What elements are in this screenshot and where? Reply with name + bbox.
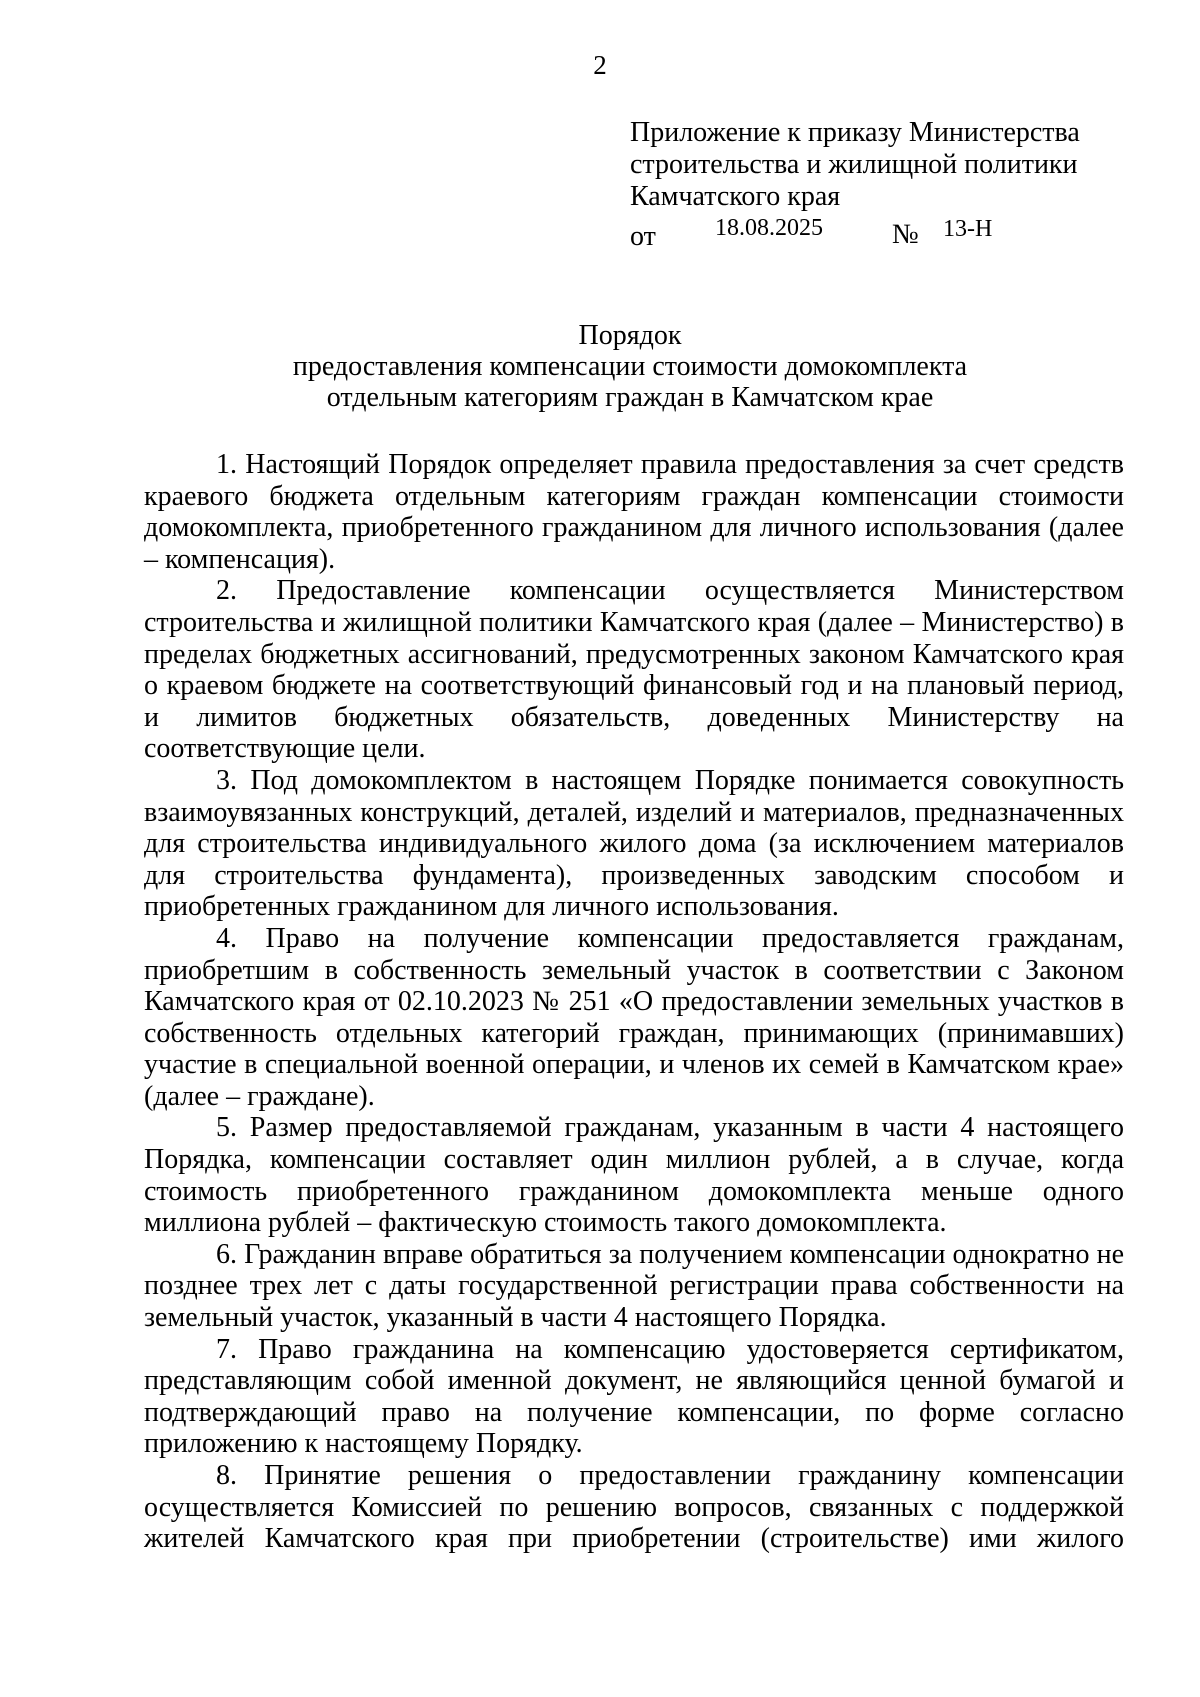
- document-title: [0, 320, 1200, 413]
- page-number: 2: [593, 50, 607, 80]
- appendix-header: [630, 117, 1150, 252]
- number-sign: №: [892, 219, 919, 250]
- paragraph-7: 7. Право гражданина на компенсацию удостоверяется сертификатом, представляющим собой именной документ, не являющийся ценной бумагой и подтверждающий право на получение компенсации, по форме согласно приложению к настоящему Порядку.: [144, 1333, 1124, 1460]
- title-line-3: отдельным категориям граждан в Камчатском крае: [326, 382, 934, 413]
- paragraph-5: 5. Размер предоставляемой гражданам, указанным в части 4 настоящего Порядка, компенсации составляет один миллион рублей, а в случае, когда стоимость приобретенного гражданином домокомплекта меньше одного миллиона рублей – фактическую стоимость такого домокомплекта.: [144, 1112, 1124, 1239]
- paragraph-1: 1. Настоящий Порядок определяет правила предоставления за счет средств краевого бюджета отдельным категориям граждан компенсации стоимости домокомплекта, приобретенного гражданином для личного использования (далее – компенсация).: [144, 449, 1124, 575]
- paragraph-8: 8. Принятие решения о предоставлении гражданину компенсации осуществляется Комиссией по решению вопросов, связанных с поддержкой жителей Камчатского края при приобретении (строительстве) ими жилого: [144, 1460, 1124, 1555]
- title-line-2: предоставления компенсации стоимости домокомплекта: [292, 351, 968, 382]
- paragraph-4: 4. Право на получение компенсации предоставляется гражданам, приобретшим в собственность земельный участок в соответствии с Законом Камчатского края от 02.10.2023 № 251 «О предоставлении земельных участков в собственность отдельных категорий граждан, принимающих (принимавших) участие в специальной военной операции, и членов их семей в Камчатском крае» (далее – граждане).: [144, 922, 1124, 1112]
- appendix-date-row: [630, 215, 1150, 252]
- order-date: 18.08.2025: [715, 215, 823, 241]
- paragraph-3: 3. Под домокомплектом в настоящем Порядке понимается совокупность взаимоувязанных конструкций, деталей, изделий и материалов, предназначенных для строительства индивидуального жилого дома (за исключением материалов для строительства фундамента), произведенных заводским способом и приобретенных гражданином для личного использования.: [144, 764, 1124, 923]
- order-number: 13-Н: [943, 216, 993, 242]
- appendix-line-1: Приложение к приказу Министерства: [630, 117, 1080, 148]
- paragraph-6: 6. Гражданин вправе обратиться за получением компенсации однократно не позднее трех лет с даты государственной регистрации права собственности на земельный участок, указанный в части 4 настоящего Порядка.: [144, 1238, 1124, 1334]
- document-body: [144, 449, 1124, 1555]
- date-prefix-label: от: [630, 221, 656, 252]
- appendix-line-2: строительства и жилищной политики: [630, 149, 1078, 180]
- title-line-1: Порядок: [578, 320, 682, 351]
- paragraph-2: 2. Предоставление компенсации осуществляется Министерством строительства и жилищной политики Камчатского края (далее – Министерство) в пределах бюджетных ассигнований, предусмотренных законом Камчатского края о краевом бюджете на соответствующий финансовый год и на плановый период, и лимитов бюджетных обязательств, доведенных Министерству на соответствующие цели.: [144, 575, 1124, 765]
- appendix-line-3: Камчатского края: [630, 181, 841, 212]
